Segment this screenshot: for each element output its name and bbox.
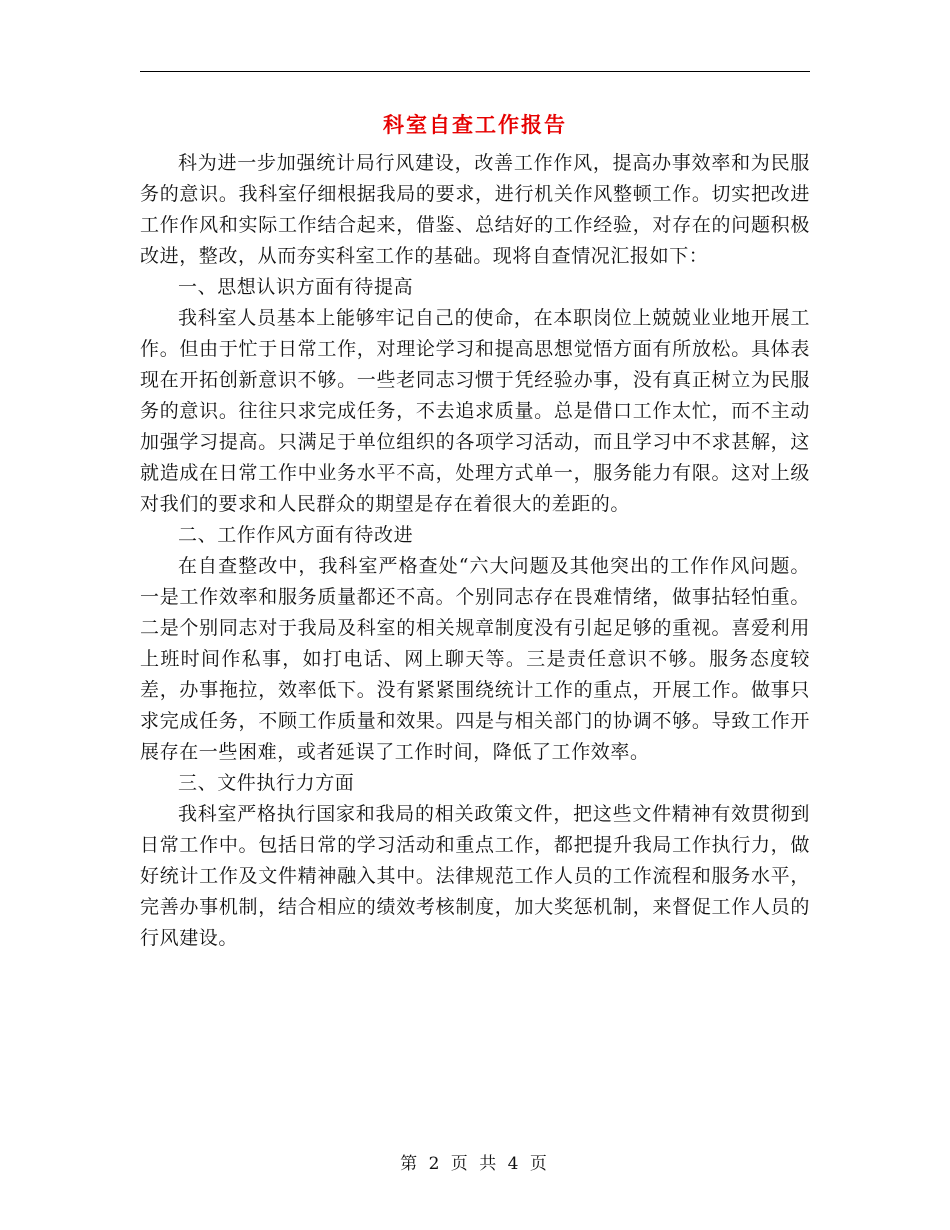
- document-body: [140, 148, 810, 954]
- section-heading-3: 三、文件执行力方面: [178, 772, 355, 794]
- document-title: 科室自查工作报告: [383, 112, 567, 137]
- section-heading-2: 二、工作作风方面有待改进: [178, 524, 414, 546]
- section-3-paragraph: 我科室严格执行国家和我局的相关政策文件，把这些文件精神有效贯彻到日常工作中。包括日常的学习活动和重点工作，都把提升我局工作执行力，做好统计工作及文件精神融入其中。法律规范工作人员的工作流程和服务水平，完善办事机制，结合相应的绩效考核制度，加大奖惩机制，来督促工作人员的行风建设。: [140, 803, 810, 949]
- intro-paragraph: 科为进一步加强统计局行风建设，改善工作作风，提高办事效率和为民服务的意识。我科室仔细根据我局的要求，进行机关作风整顿工作。切实把改进工作作风和实际工作结合起来，借鉴、总结好的工作经验，对存在的问题积极改进，整改，从而夯实科室工作的基础。现将自查情况汇报如下：: [140, 152, 810, 267]
- section-heading-1: 一、思想认识方面有待提高: [178, 276, 414, 298]
- section-2-paragraph: 在自查整改中，我科室严格查处“六大问题及其他突出的工作作风问题。一是工作效率和服务质量都还不高。个别同志存在畏难情绪，做事拈轻怕重。二是个别同志对于我局及科室的相关规章制度没有引起足够的重视。喜爱利用上班时间作私事，如打电话、网上聊天等。三是责任意识不够。服务态度较差，办事拖拉，效率低下。没有紧紧围绕统计工作的重点，开展工作。做事只求完成任务，不顾工作质量和效果。四是与相关部门的协调不够。导致工作开展存在一些困难，或者延误了工作时间，降低了工作效率。: [140, 555, 810, 763]
- page-number-footer: 第 2 页 共 4 页: [400, 1154, 550, 1174]
- header-rule: [140, 71, 810, 72]
- section-1-paragraph: 我科室人员基本上能够牢记自己的使命，在本职岗位上兢兢业业地开展工作。但由于忙于日常工作，对理论学习和提高思想觉悟方面有所放松。具体表现在开拓创新意识不够。一些老同志习惯于凭经验办事，没有真正树立为民服务的意识。往往只求完成任务，不去追求质量。总是借口工作太忙，而不主动加强学习提高。只满足于单位组织的各项学习活动，而且学习中不求甚解，这就造成在日常工作中业务水平不高，处理方式单一，服务能力有限。这对上级对我们的要求和人民群众的期望是存在着很大的差距的。: [140, 307, 810, 515]
